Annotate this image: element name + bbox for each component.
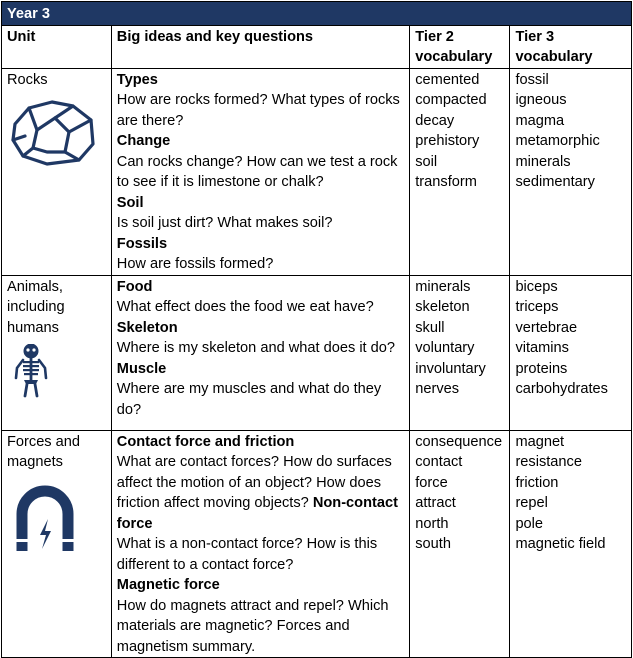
vocab-word: magnet	[515, 433, 565, 450]
vocab-word: soil	[415, 153, 438, 170]
tier3-cell	[510, 275, 632, 430]
vocab-word: voluntary	[415, 340, 475, 356]
vocab-word: north	[415, 515, 449, 532]
tier2-header: Tier 2 vocabulary	[410, 25, 510, 68]
vocab-word: force	[415, 474, 448, 491]
section-heading: Change	[116, 133, 171, 149]
section-text: What are contact forces? How do surfaces affect the motion of an object? How does friction affect moving objects?	[116, 454, 392, 511]
vocab-word: friction	[515, 474, 559, 491]
vocab-word: fossil	[515, 71, 549, 88]
tier2-cell	[410, 68, 510, 275]
section-text: What effect does the food we eat have?	[116, 299, 374, 315]
vocab-word: pole	[515, 515, 544, 532]
section-text: How do magnets attract and repel? Which materials are magnetic? Forces and magnetism summary.	[116, 597, 389, 655]
section-heading: Skeleton	[116, 319, 178, 336]
table-row	[2, 275, 632, 430]
section-heading: Types	[116, 71, 158, 88]
vocab-word: carbohydrates	[515, 381, 608, 397]
vocab-word: involuntary	[415, 360, 486, 377]
big-ideas-cell	[111, 68, 409, 275]
section-text: Can rocks change? How can we test a rock to see if it is limestone or chalk?	[116, 153, 398, 190]
section-heading: Muscle	[116, 360, 167, 377]
table-row	[2, 430, 632, 658]
vocab-word: vertebrae	[515, 319, 578, 336]
tier2-cell	[410, 275, 510, 430]
vocab-word: compacted	[415, 92, 487, 108]
vocab-word: decay	[415, 112, 455, 129]
section-text: Is soil just dirt? What makes soil?	[116, 215, 333, 231]
magnet-icon	[10, 479, 80, 557]
vocab-word: sedimentary	[515, 174, 595, 190]
vocab-word: cemented	[415, 71, 480, 88]
vocab-word: minerals	[415, 278, 471, 295]
vocab-word: igneous	[515, 92, 567, 108]
curriculum-table	[1, 1, 632, 658]
vocab-word: vitamins	[515, 340, 569, 356]
section-text-with-heading	[117, 338, 405, 379]
vocab-word: contact	[415, 454, 463, 470]
big-ideas-cell	[111, 275, 409, 430]
year-title: Year 3	[2, 2, 632, 26]
big-ideas-header: Big ideas and key questions	[111, 25, 409, 68]
tier2-cell	[410, 430, 510, 658]
vocab-word: minerals	[515, 153, 571, 170]
vocab-word: skull	[415, 319, 445, 336]
unit-header: Unit	[2, 25, 112, 68]
section-heading: Fossils	[116, 235, 168, 252]
vocab-word: proteins	[515, 360, 568, 377]
column-header-row	[2, 25, 632, 68]
rock-icon	[7, 96, 99, 168]
section-heading: Food	[116, 278, 153, 295]
section-text: What is a non-contact force? How is this different to a contact force?	[116, 536, 378, 573]
vocab-word: biceps	[515, 278, 558, 295]
vocab-word: south	[415, 536, 451, 552]
vocab-word: magma	[515, 112, 565, 129]
vocab-word: attract	[415, 495, 456, 511]
vocab-word: skeleton	[415, 299, 470, 315]
vocab-word: prehistory	[415, 133, 480, 149]
section-heading: Non-contact force	[116, 495, 398, 532]
section-text: How are fossils formed?	[116, 256, 274, 272]
unit-name: Animals, including humans	[7, 278, 65, 336]
tier3-cell	[510, 68, 632, 275]
table-row	[2, 68, 632, 275]
vocab-word: triceps	[515, 299, 559, 315]
vocab-word: metamorphic	[515, 133, 600, 149]
unit-cell	[2, 68, 112, 275]
section-text: How are rocks formed? What types of rocks are there?	[116, 92, 400, 129]
vocab-word: resistance	[515, 454, 582, 470]
unit-name: Forces and magnets	[7, 433, 81, 470]
vocab-word: nerves	[415, 381, 460, 397]
section-text-with-heading	[117, 452, 405, 534]
vocab-word: consequence	[415, 433, 503, 450]
vocab-word: transform	[415, 174, 477, 190]
unit-name: Rocks	[7, 71, 48, 88]
section-heading: Soil	[116, 194, 144, 211]
tier3-cell	[510, 430, 632, 658]
skeleton-icon	[11, 344, 51, 398]
vocab-word: magnetic field	[515, 536, 606, 552]
section-heading: Magnetic force	[116, 577, 220, 593]
unit-cell	[2, 430, 112, 658]
vocab-word: repel	[515, 495, 548, 511]
section-heading: Contact force and friction	[116, 433, 295, 450]
section-text: Where are my muscles and what do they do?	[116, 381, 382, 418]
tier3-header: Tier 3 vocabulary	[510, 25, 632, 68]
year-header-row	[2, 2, 632, 26]
unit-cell	[2, 275, 112, 430]
section-text: Where is my skeleton and what does it do?	[116, 340, 396, 356]
big-ideas-cell	[111, 430, 409, 658]
